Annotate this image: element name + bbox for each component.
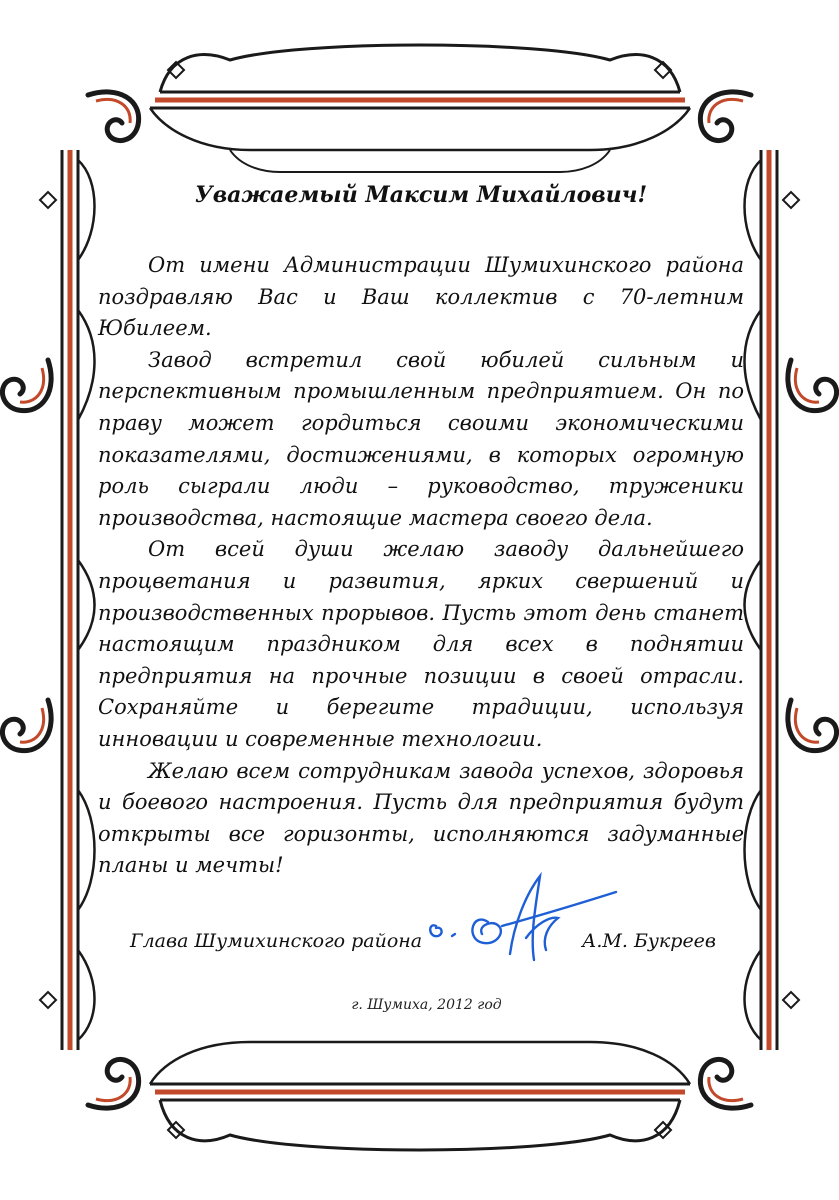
paragraph-4: Желаю всем сотрудникам завода успехов, здоровья и боевого настроения. Пусть для предприятия будут открыты все горизонты, исполняются задуманные планы и мечты! — [98, 758, 744, 878]
signer-name: А.М. Букреев — [581, 930, 716, 952]
place-and-date: г. Шумиха, 2012 год — [351, 997, 502, 1013]
paragraph-1: От имени Администрации Шумихинского района поздравляю Вас и Ваш коллектив с 70-летним Юбилеем. — [98, 253, 744, 341]
paragraph-3: От всей души желаю заводу дальнейшего процветания и развития, ярких свершений и производственных прорывов. Пусть этот день станет настоящим праздником для всех в поднятии предприятия на прочные позиции в своей отрасли. Сохраняйте и берегите традиции, используя инновации и современные технологии. — [98, 537, 744, 751]
handwritten-signature — [418, 864, 618, 974]
signer-title: Глава Шумихинского района — [130, 930, 423, 952]
salutation: Уважаемый Максим Михайлович! — [194, 182, 648, 208]
paragraph-2: Завод встретил свой юбилей сильным и перспективным промышленным предприятием. Он по праву может гордиться своими экономическими показателями, достижениями, в которых огромную роль сыграли люди – руководство, труженики производства, настоящие мастера своего дела. — [98, 347, 744, 530]
letter-body — [98, 250, 744, 882]
